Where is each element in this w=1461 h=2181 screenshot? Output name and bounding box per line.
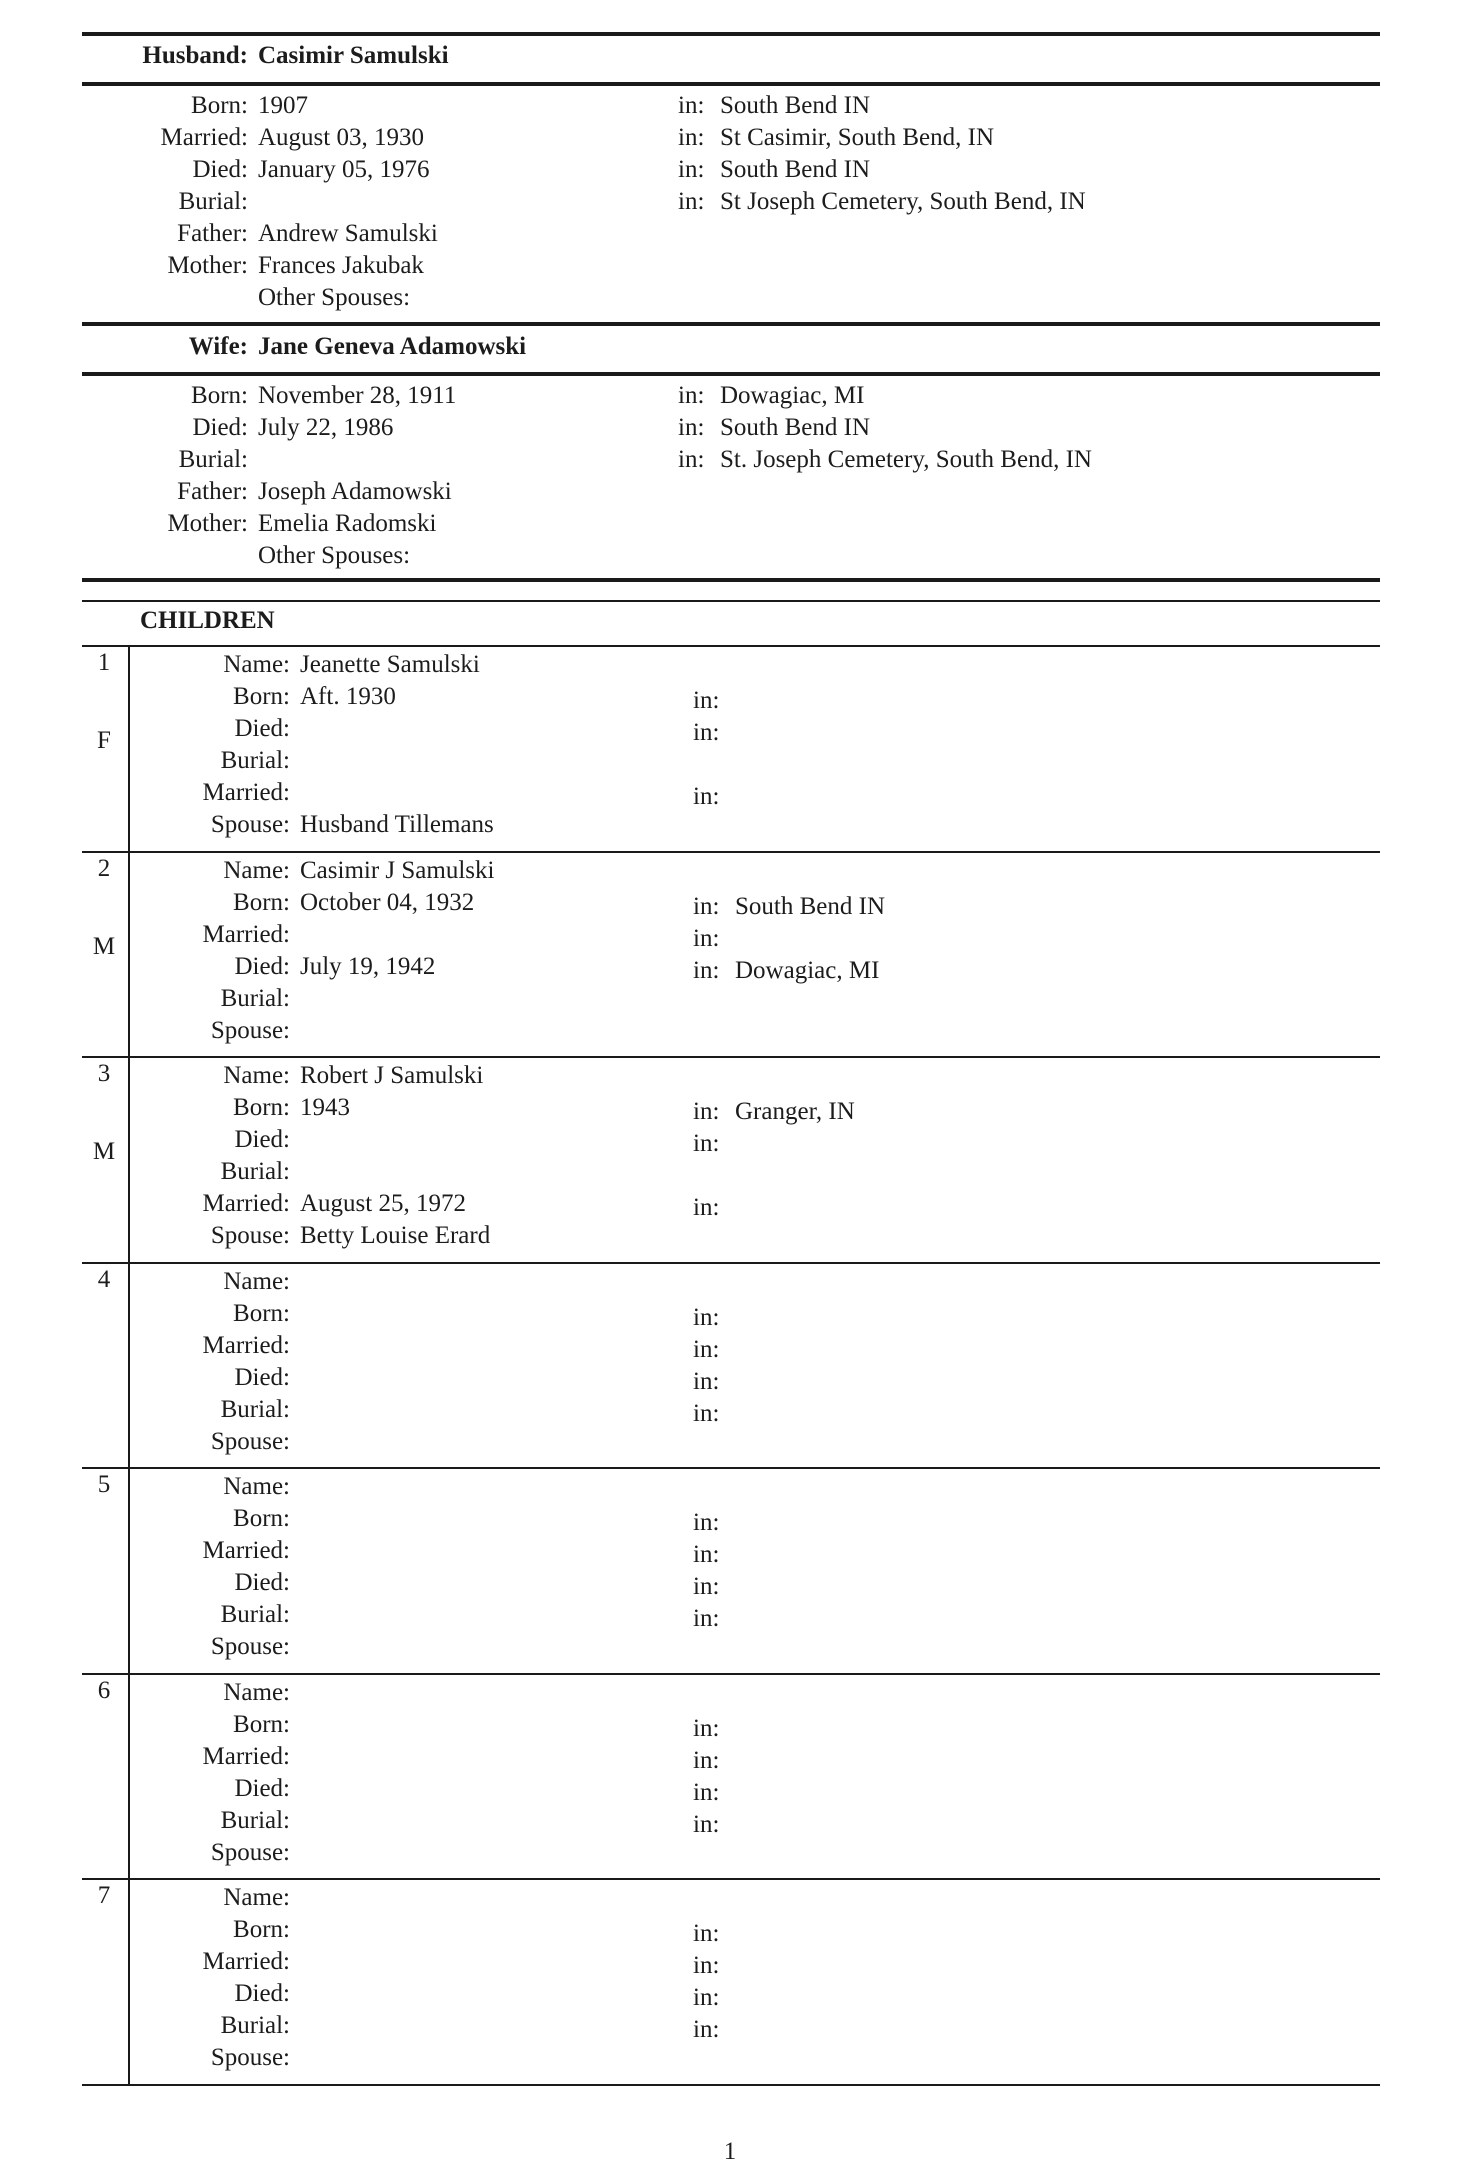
wife-place-label: in: — [678, 446, 705, 473]
child-number: 4 — [97, 1265, 111, 1293]
husband-row-value: August 03, 1930 — [258, 124, 424, 151]
child-row-label: Name: — [223, 1884, 290, 1911]
husband-place-label: in: — [678, 156, 705, 183]
child-place-label: in: — [693, 1335, 720, 1363]
wife-row-label: Father: — [177, 478, 248, 505]
child-row-label: Name: — [223, 1473, 290, 1500]
child-row-label: Died: — [234, 715, 290, 742]
child-place-label: in: — [693, 1778, 720, 1806]
child-place-label: in: — [693, 1810, 720, 1838]
child-row-label: Died: — [234, 1980, 290, 2007]
child-row-value: 1943 — [300, 1094, 350, 1121]
child-row-label: Married: — [202, 1331, 290, 1359]
child-row-label: Burial: — [220, 1806, 290, 1834]
child-row-label: Name: — [223, 1267, 290, 1295]
child-row-value: Betty Louise Erard — [300, 1222, 491, 1249]
child-row-label: Married: — [202, 1948, 290, 1975]
rule-husband — [82, 82, 1380, 86]
husband-row-label: Father: — [177, 220, 248, 247]
child-place-label: in: — [693, 1541, 720, 1568]
husband-place-label: in: — [678, 124, 705, 151]
child-number: 5 — [97, 1471, 111, 1498]
child-place-value: Dowagiac, MI — [735, 956, 880, 984]
wife-place-value: Dowagiac, MI — [720, 382, 865, 409]
husband-row-label: Born: — [191, 92, 248, 119]
child-place-label: in: — [693, 1509, 720, 1536]
child-place-label: in: — [693, 1952, 720, 1979]
child-row-value: Husband Tillemans — [300, 811, 494, 838]
child-row-label: Born: — [233, 683, 290, 710]
child-row-label: Died: — [234, 1363, 290, 1391]
child-row-label: Married: — [202, 779, 290, 806]
child-row-label: Name: — [223, 651, 290, 678]
child-row-label: Born: — [233, 1916, 290, 1943]
husband-place-value: South Bend IN — [720, 92, 870, 119]
child-place-label: in: — [693, 783, 720, 810]
child-rule — [82, 2084, 1380, 2086]
husband-row-label: Married: — [160, 124, 248, 151]
wife-row-value: July 22, 1986 — [258, 414, 394, 441]
child-row-label: Burial: — [220, 1158, 290, 1185]
child-row-label: Burial: — [220, 1395, 290, 1423]
child-place-label: in: — [693, 1573, 720, 1600]
child-number: 7 — [97, 1882, 111, 1909]
child-row-label: Spouse: — [210, 1838, 290, 1866]
husband-name: Casimir Samulski — [258, 42, 449, 69]
wife-place-value: South Bend IN — [720, 414, 870, 441]
child-place-label: in: — [693, 1303, 720, 1331]
rule-wife — [82, 372, 1380, 376]
child-row-value: October 04, 1932 — [300, 888, 475, 916]
rule-children-header — [82, 645, 1380, 647]
husband-row-value: January 05, 1976 — [258, 156, 430, 183]
child-row-label: Spouse: — [210, 1222, 290, 1249]
child-row-value: Casimir J Samulski — [300, 856, 495, 884]
wife-row-label: Born: — [191, 382, 248, 409]
child-number: 2 — [97, 854, 111, 882]
child-row-value: August 25, 1972 — [300, 1190, 466, 1217]
child-place-label: in: — [693, 1714, 720, 1742]
child-row-label: Burial: — [220, 1601, 290, 1628]
husband-row-value: 1907 — [258, 92, 308, 119]
page-number: 1 — [723, 2138, 737, 2165]
husband-heading-label: Husband: — [142, 42, 248, 69]
husband-place-value: South Bend IN — [720, 156, 870, 183]
child-number: 1 — [97, 649, 111, 676]
child-row-value: July 19, 1942 — [300, 952, 436, 980]
child-place-label: in: — [693, 687, 720, 714]
child-row-label: Died: — [234, 1126, 290, 1153]
child-rule — [82, 1673, 1380, 1675]
children-heading: CHILDREN — [140, 607, 275, 634]
rule-children-top-2 — [82, 600, 1380, 602]
child-rule — [82, 1878, 1380, 1880]
child-sex: F — [97, 727, 111, 754]
wife-row-value: Emelia Radomski — [258, 510, 437, 537]
child-place-value: South Bend IN — [735, 892, 885, 920]
wife-row-label: Mother: — [167, 510, 248, 537]
child-row-label: Married: — [202, 1742, 290, 1770]
rule-top — [82, 32, 1380, 36]
wife-row-value: Joseph Adamowski — [258, 478, 452, 505]
child-row-label: Spouse: — [210, 1427, 290, 1455]
child-row-label: Married: — [202, 1190, 290, 1217]
child-place-label: in: — [693, 1984, 720, 2011]
wife-row-value: November 28, 1911 — [258, 382, 457, 409]
child-place-label: in: — [693, 2016, 720, 2043]
child-row-label: Burial: — [220, 984, 290, 1012]
child-place-label: in: — [693, 1746, 720, 1774]
child-place-value: Granger, IN — [735, 1098, 855, 1125]
child-row-label: Spouse: — [210, 811, 290, 838]
wife-row-label: Died: — [192, 414, 248, 441]
child-row-label: Spouse: — [210, 1016, 290, 1044]
child-row-label: Died: — [234, 952, 290, 980]
child-row-value: Aft. 1930 — [300, 683, 396, 710]
child-place-label: in: — [693, 956, 720, 984]
child-row-label: Born: — [233, 1505, 290, 1532]
husband-row-value: Andrew Samulski — [258, 220, 438, 247]
child-place-label: in: — [693, 1605, 720, 1632]
child-row-label: Born: — [233, 1299, 290, 1327]
child-row-label: Name: — [223, 1678, 290, 1706]
child-place-label: in: — [693, 1399, 720, 1427]
husband-place-value: St Casimir, South Bend, IN — [720, 124, 995, 151]
child-place-label: in: — [693, 1098, 720, 1125]
wife-place-label: in: — [678, 382, 705, 409]
husband-row-label: Died: — [192, 156, 248, 183]
child-number: 3 — [97, 1060, 111, 1087]
wife-place-value: St. Joseph Cemetery, South Bend, IN — [720, 446, 1092, 473]
husband-other-spouses: Other Spouses: — [258, 284, 411, 311]
child-place-label: in: — [693, 1130, 720, 1157]
child-row-label: Married: — [202, 920, 290, 948]
child-place-label: in: — [693, 924, 720, 952]
child-row-label: Died: — [234, 1774, 290, 1802]
wife-name: Jane Geneva Adamowski — [258, 333, 527, 360]
wife-place-label: in: — [678, 414, 705, 441]
child-row-label: Born: — [233, 1094, 290, 1121]
child-rule — [82, 1467, 1380, 1469]
child-row-label: Spouse: — [210, 1633, 290, 1660]
child-number: 6 — [97, 1676, 111, 1704]
child-row-label: Name: — [223, 1062, 290, 1089]
child-place-label: in: — [693, 1194, 720, 1221]
wife-row-label: Burial: — [178, 446, 248, 473]
child-row-value: Jeanette Samulski — [300, 651, 480, 678]
husband-row-value: Frances Jakubak — [258, 252, 424, 279]
husband-place-label: in: — [678, 188, 705, 215]
child-sex: M — [92, 1138, 116, 1165]
child-sex: M — [92, 932, 116, 960]
child-row-label: Born: — [233, 1710, 290, 1738]
child-row-label: Married: — [202, 1537, 290, 1564]
child-place-label: in: — [693, 892, 720, 920]
child-row-value: Robert J Samulski — [300, 1062, 484, 1089]
husband-place-label: in: — [678, 92, 705, 119]
child-row-label: Born: — [233, 888, 290, 916]
wife-heading-label: Wife: — [188, 333, 248, 360]
child-place-label: in: — [693, 1920, 720, 1947]
husband-row-label: Burial: — [178, 188, 248, 215]
child-row-label: Spouse: — [210, 2044, 290, 2071]
child-row-label: Died: — [234, 1569, 290, 1596]
child-rule — [82, 851, 1380, 853]
child-row-label: Burial: — [220, 747, 290, 774]
rule-children-top-1 — [82, 578, 1380, 582]
wife-other-spouses: Other Spouses: — [258, 542, 411, 569]
child-place-label: in: — [693, 1367, 720, 1395]
husband-row-label: Mother: — [167, 252, 248, 279]
child-rule — [82, 1056, 1380, 1058]
husband-place-value: St Joseph Cemetery, South Bend, IN — [720, 188, 1086, 215]
child-row-label: Burial: — [220, 2012, 290, 2039]
child-place-label: in: — [693, 719, 720, 746]
child-rule — [82, 1262, 1380, 1264]
rule-wife-top — [82, 322, 1380, 326]
child-row-label: Name: — [223, 856, 290, 884]
